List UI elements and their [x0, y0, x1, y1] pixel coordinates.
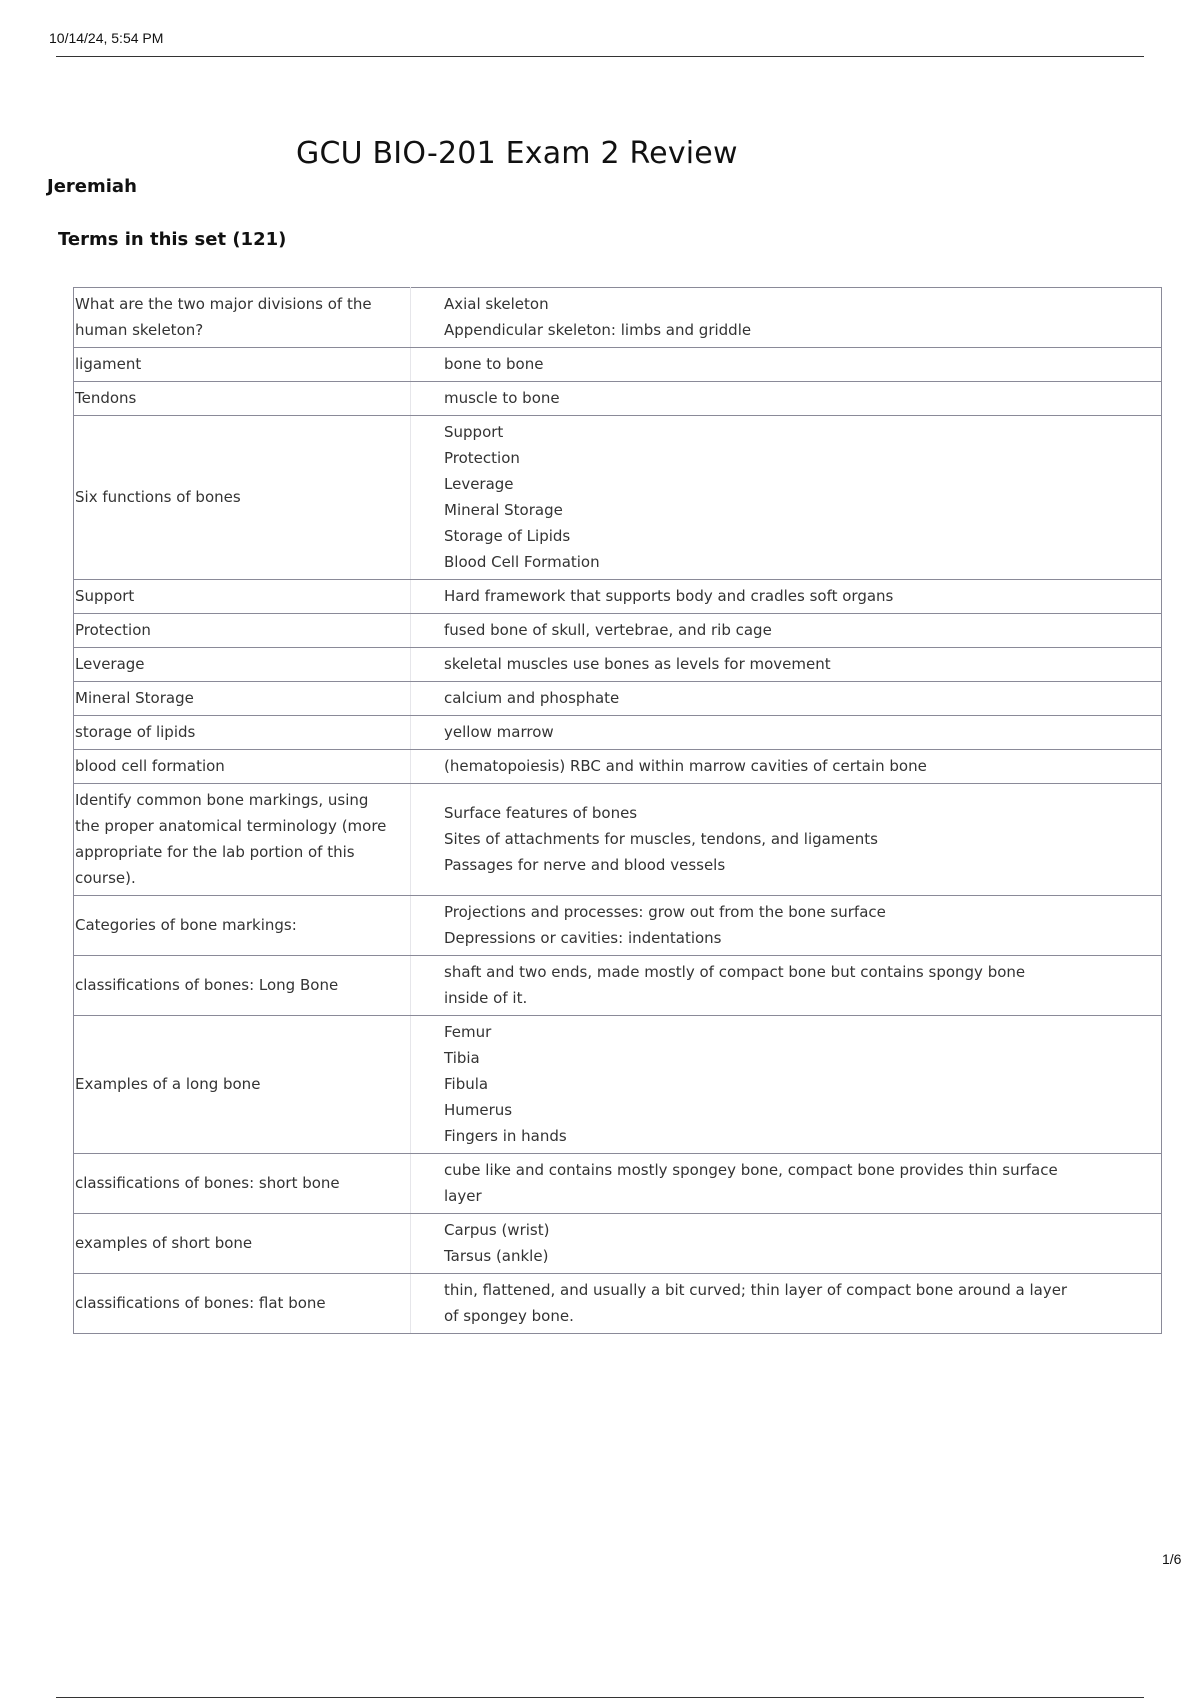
footer-divider: [56, 1697, 1144, 1698]
definition-line: Storage of Lipids: [444, 527, 571, 545]
definition-cell: [411, 784, 1162, 896]
term-cell: Protection: [74, 614, 411, 648]
definition-line: Carpus (wrist): [444, 1221, 550, 1239]
definition-line: bone to bone: [444, 355, 544, 373]
term-row: [74, 1274, 1162, 1334]
definition-line: Passages for nerve and blood vessels: [444, 856, 726, 874]
term-cell: storage of lipids: [74, 716, 411, 750]
definition-line: calcium and phosphate: [444, 689, 620, 707]
term-row: [74, 682, 1162, 716]
definition-cell: [411, 1016, 1162, 1154]
term-row: [74, 614, 1162, 648]
term-row: [74, 956, 1162, 1016]
definition-line: muscle to bone: [444, 389, 560, 407]
definition-line: Mineral Storage: [444, 501, 563, 519]
definition-cell: [411, 1154, 1162, 1214]
term-cell: classifications of bones: short bone: [74, 1154, 411, 1214]
term-cell: ligament: [74, 348, 411, 382]
term-cell: Categories of bone markings:: [74, 896, 411, 956]
term-cell: classifications of bones: Long Bone: [74, 956, 411, 1016]
terms-count-heading: Terms in this set (121): [58, 229, 287, 250]
term-cell: Tendons: [74, 382, 411, 416]
definition-line: Femur: [444, 1023, 492, 1041]
definition-line: skeletal muscles use bones as levels for movement: [444, 655, 831, 673]
definition-cell: [411, 682, 1162, 716]
term-cell: Identify common bone markings, using the proper anatomical terminology (more appropriate for the lab portion of this course).: [74, 784, 411, 896]
term-row: [74, 288, 1162, 348]
terms-table: [73, 287, 1162, 1334]
definition-line: Axial skeleton: [444, 295, 549, 313]
definition-line: Support: [444, 423, 504, 441]
document-title: GCU BIO-201 Exam 2 Review: [296, 136, 738, 171]
term-row: [74, 580, 1162, 614]
author-name: Jeremiah: [47, 176, 137, 197]
definition-line: Sites of attachments for muscles, tendons, and ligaments: [444, 830, 878, 848]
term-row: [74, 1016, 1162, 1154]
definition-cell: [411, 288, 1162, 348]
definition-line: Projections and processes: grow out from the bone surface: [444, 903, 886, 921]
term-row: [74, 382, 1162, 416]
page-number: 1/6: [1162, 1551, 1182, 1567]
definition-cell: [411, 614, 1162, 648]
definition-line: (hematopoiesis) RBC and within marrow cavities of certain bone: [444, 757, 927, 775]
definition-cell: [411, 1214, 1162, 1274]
term-row: [74, 750, 1162, 784]
term-row: [74, 896, 1162, 956]
term-row: [74, 716, 1162, 750]
term-row: [74, 416, 1162, 580]
term-cell: examples of short bone: [74, 1214, 411, 1274]
definition-line: Humerus: [444, 1101, 513, 1119]
definition-line: Leverage: [444, 475, 514, 493]
definition-cell: [411, 750, 1162, 784]
definition-line: thin, flattened, and usually a bit curved; thin layer of compact bone around a layer of spongey bone.: [444, 1281, 1068, 1325]
definition-cell: [411, 648, 1162, 682]
term-row: [74, 348, 1162, 382]
definition-cell: [411, 1274, 1162, 1334]
term-row: [74, 1214, 1162, 1274]
definition-cell: [411, 382, 1162, 416]
definition-cell: [411, 716, 1162, 750]
term-cell: What are the two major divisions of the human skeleton?: [74, 288, 411, 348]
definition-line: Tibia: [444, 1049, 480, 1067]
definition-line: yellow marrow: [444, 723, 554, 741]
term-cell: classifications of bones: flat bone: [74, 1274, 411, 1334]
definition-line: shaft and two ends, made mostly of compact bone but contains spongy bone inside of it.: [444, 963, 1026, 1007]
term-row: [74, 648, 1162, 682]
header-divider: [56, 56, 1144, 57]
definition-line: cube like and contains mostly spongey bone, compact bone provides thin surface layer: [444, 1161, 1058, 1205]
definition-line: Protection: [444, 449, 520, 467]
definition-line: Appendicular skeleton: limbs and griddle: [444, 321, 752, 339]
definition-line: fused bone of skull, vertebrae, and rib cage: [444, 621, 772, 639]
definition-line: Surface features of bones: [444, 804, 638, 822]
definition-cell: [411, 416, 1162, 580]
definition-cell: [411, 580, 1162, 614]
definition-line: Tarsus (ankle): [444, 1247, 549, 1265]
term-cell: Six functions of bones: [74, 416, 411, 580]
terms-table-body: [74, 288, 1162, 1334]
term-row: [74, 784, 1162, 896]
definition-line: Blood Cell Formation: [444, 553, 600, 571]
term-cell: blood cell formation: [74, 750, 411, 784]
definition-line: Fingers in hands: [444, 1127, 567, 1145]
term-cell: Support: [74, 580, 411, 614]
definition-line: Hard framework that supports body and cradles soft organs: [444, 587, 894, 605]
term-row: [74, 1154, 1162, 1214]
term-cell: Leverage: [74, 648, 411, 682]
print-timestamp: 10/14/24, 5:54 PM: [49, 30, 164, 46]
term-cell: Examples of a long bone: [74, 1016, 411, 1154]
definition-line: Depressions or cavities: indentations: [444, 929, 722, 947]
definition-cell: [411, 896, 1162, 956]
definition-cell: [411, 956, 1162, 1016]
definition-line: Fibula: [444, 1075, 489, 1093]
term-cell: Mineral Storage: [74, 682, 411, 716]
definition-cell: [411, 348, 1162, 382]
